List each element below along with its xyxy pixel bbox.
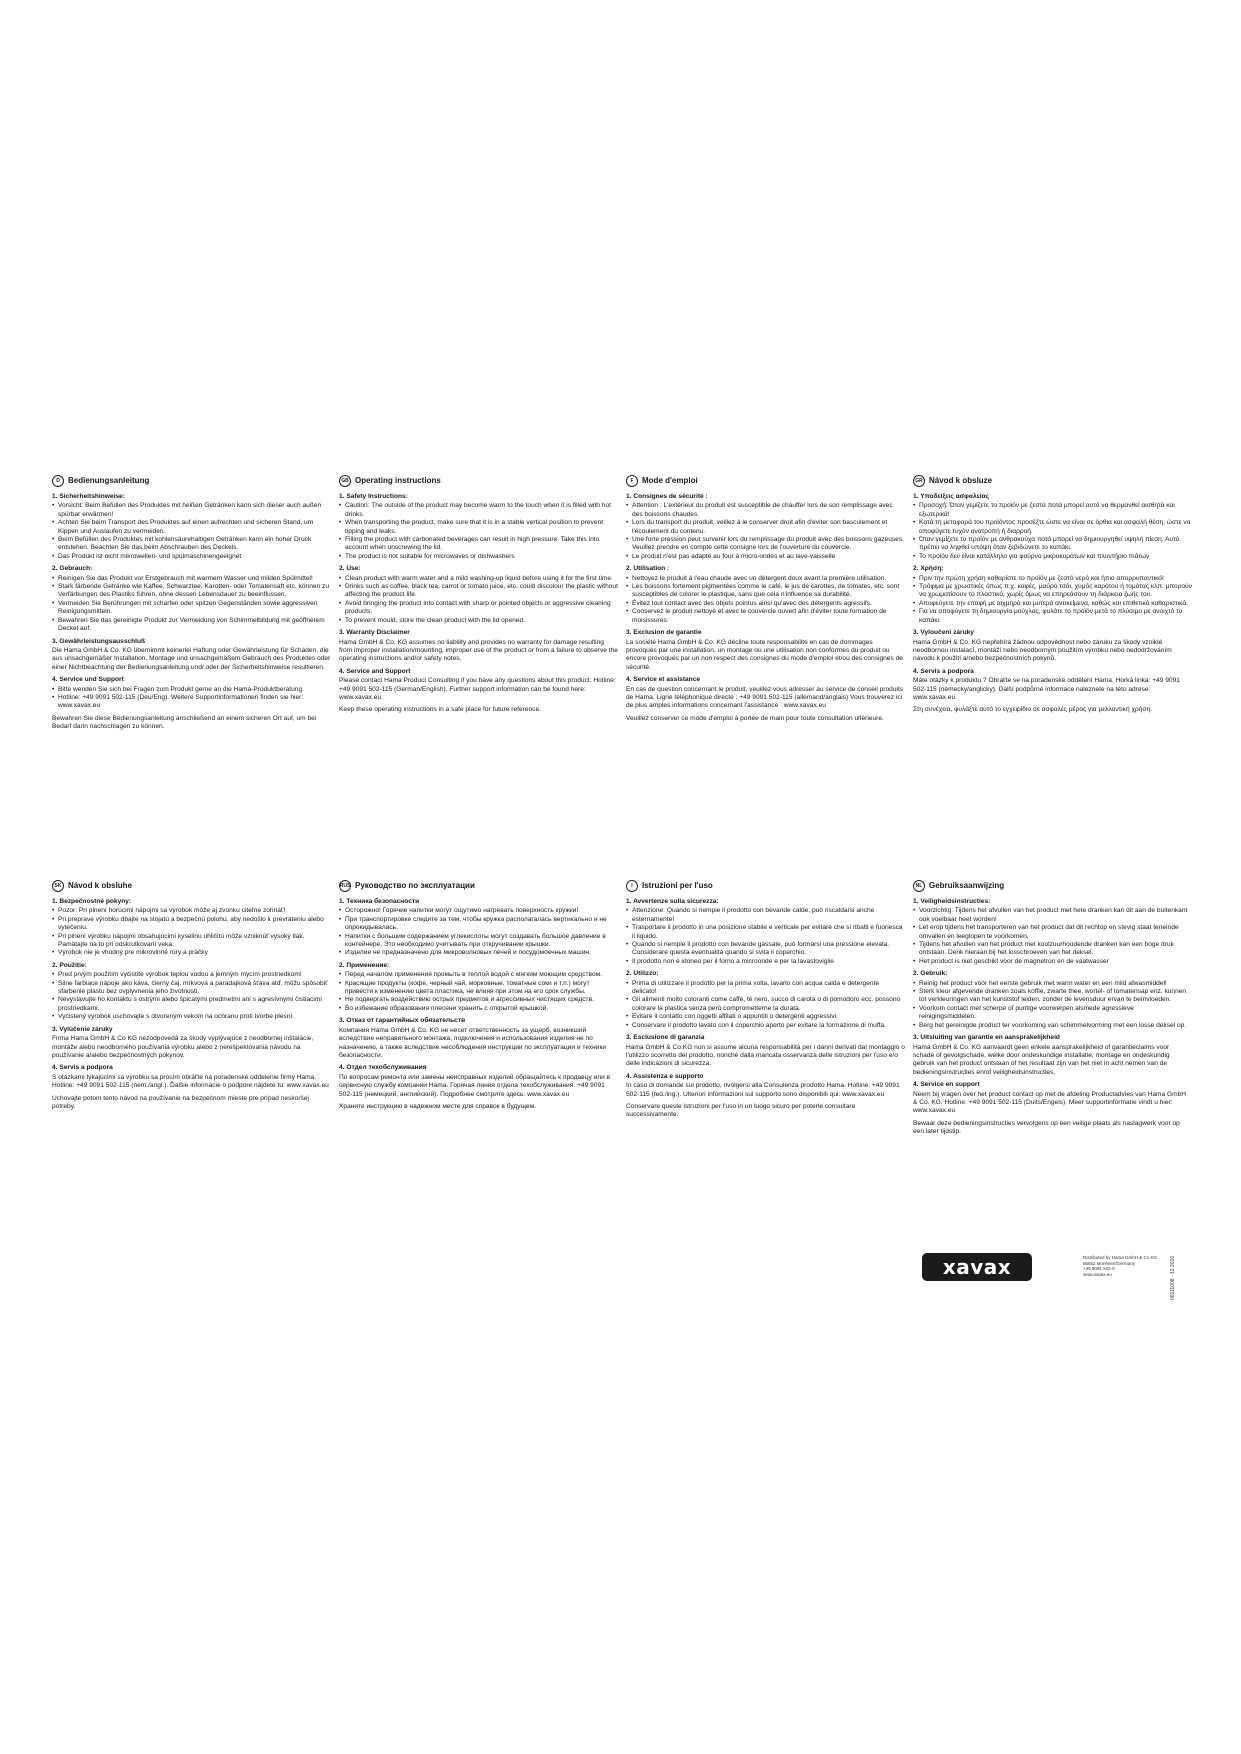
section-text: Máte otázky k produktu ? Obraťte se na poradenské oddělení Hama. Horká linka: +49 9091 502-115 (německy/anglicky). Další podpůrné informace naleznete na této adrese: www.xavax.eu — [913, 677, 1180, 701]
section-heading: 3. Warranty Disclaimer — [339, 629, 410, 637]
bullet-item: • Evitare il contatto con oggetti affilati o appuntiti o detergenti aggressivi. — [626, 1013, 905, 1021]
instruction-section — [52, 1026, 331, 1061]
bullet-item: • Напитки с большим содержанием углекислоты могут создавать большое давление в контейнере. Это необходимо учитывать при откручивании крышки. — [339, 933, 618, 950]
column-footer-note: Στη συνέχεια, φυλάξτε αυτό το εγχειρίδιο σε ασφαλές μέρος για μελλοντική χρήση. — [913, 706, 1152, 714]
column-footer-note: Uchovajte potom tento návod na používanie na bezpečnom mieste pre prípad neskoršej potreby. — [52, 1094, 309, 1110]
bullet-list — [626, 980, 905, 1030]
section-heading: 4. Service and Support — [339, 667, 411, 675]
bullet-item: • Clean product with warm water and a mild washing-up liquid before using it for the first time. — [339, 575, 618, 583]
bullet-item: • Filling the product with carbonated beverages can result in high pressure. Take this into account when unscrewing the lid. — [339, 536, 618, 553]
bullet-item: • Drinks such as coffee, black tea, carrot or tomato juice, etc. could discolour the plastic without affecting the product life. — [339, 583, 618, 600]
bullet-item: • Attenzione: Quando si riempie il prodotto con bevande calde, può riscaldarsi anche esternamente! — [626, 907, 905, 924]
language-flag-icon: NL — [913, 880, 925, 892]
section-text: Die Hama GmbH & Co. KG übernimmt keinerlei Haftung oder Gewährleistung für Schäden, die aus unsachgemäßer Installation, Montage und unsachgemäßem Gebrauch des Produktes oder einer Nichtbeachtung der Bedienungsanleitung und/ oder der Sicherheitshinweise resultieren. — [52, 646, 331, 671]
column-footer-note: Veuillez conserver ce mode d'emploi à portée de main pour toute consultation ultérieure. — [626, 714, 884, 722]
section-heading: 2. Χρήση: — [913, 565, 944, 573]
bullet-list — [913, 907, 1192, 966]
instruction-section — [626, 565, 905, 625]
bullet-item: • Achten Sie beim Transport des Produktes auf einen aufrechten und sicheren Stand, um Kippen und Auslaufen zu vermeiden. — [52, 519, 331, 536]
bullet-list — [339, 575, 618, 625]
bullet-item: • Nettoyez le produit à l'eau chaude avec un détergent doux avant la première utilisation. — [626, 575, 905, 583]
section-heading: 4. Service et assistance — [626, 676, 701, 684]
instruction-section — [626, 970, 905, 1030]
bullet-item: • Quando si riempie il prodotto con bevande gassate, può formarsi una pressione elevata. Considerare questa eventualità quando si svita il coperchio. — [626, 941, 905, 958]
section-text: La société Hama GmbH & Co. KG décline toute responsabilité en cas de dommages provoqués par une installation, un montage ou une utilisation non conformes du produit ou encore provoqués par un non respect des consignes du mode d'emploi et/ou des consignes de sécurité. — [626, 638, 903, 671]
bullet-list — [52, 502, 331, 561]
bullet-item: • Tijdens het afvullen van het product met koolzuurhoudende dranken kan een hoge druk ontstaan. Denk hieraan bij het losschroeven van het deksel. — [913, 941, 1192, 958]
bullet-item: • Lors du transport du produit, veillez à le conserver droit afin d'éviter son basculement et l'écoulement du contenu. — [626, 519, 905, 536]
bullet-item: • Gli alimenti molto coloranti come caffè, tè nero, succo di carota o di pomodoro ecc. possono colorare la plastica senza però comprometterne la durata. — [626, 996, 905, 1013]
column-footer-note: Bewaar deze bedieningsinstructies vervolgens op een veilige plaats als naslagwerk voor op een later tijdstip. — [913, 1119, 1180, 1136]
column-title: Návod k obsluze — [929, 475, 993, 485]
bullet-item: • Das Produkt ist nicht mikrowellen- und spülmaschinengeeignet — [52, 553, 331, 561]
bullet-item: • Caution: The outside of the product may become warm to the touch when it is filled with hot drinks. — [339, 502, 618, 519]
instruction-section — [913, 629, 1192, 664]
language-flag-icon: F — [626, 475, 638, 487]
bullet-item: • Pri preprave výrobku dbajte na stojatú a bezpečnú polohu, aby nedošlo k prevráteniu alebo vytečeniu. — [52, 916, 331, 933]
instruction-section — [339, 629, 618, 664]
section-heading: 2. Gebrauch: — [52, 565, 93, 573]
bullet-item: • Vyčistený výrobok uschovajte s otvoreným vekom na ochranu proti tvorbe plesní. — [52, 1013, 331, 1021]
instruction-section — [913, 898, 1192, 966]
bullet-item: • Nevystavujte ho kontaktu s ostrými alebo špicatými predmetmi ani s agresívnymi čistiacimi prostriedkami. — [52, 996, 331, 1013]
bullet-item: • Trasportare il prodotto in una posizione stabile e verticale per evitare che si ribalti e fuoriesca il liquido. — [626, 924, 905, 941]
column-title: Gebruiksaanwijzing — [929, 880, 1005, 890]
bullet-item: • Το προϊόν δεν είναι κατάλληλο για φούρνο μικροκυμάτων και πλυντήριο πιάτων — [913, 553, 1192, 561]
instruction-section — [626, 898, 905, 966]
instruction-section — [913, 1081, 1192, 1116]
bullet-item: • Reinigen Sie das Produkt vor Erstgebrauch mit warmem Wasser und milden Spülmittel! — [52, 575, 331, 583]
bullet-item: • Vorsicht: Beim Befüllen des Produktes mit heißen Getränken kann sich dieser auch außen spürbar erwärmen! — [52, 502, 331, 519]
section-heading: 4. Отдел техобслуживания — [339, 1064, 427, 1072]
instruction-section — [339, 493, 618, 561]
instruction-section — [339, 565, 618, 625]
section-heading: 1. Bezpečnostné pokyny: — [52, 898, 132, 905]
bullet-item: • Voorzichtig: Tijdens het afvullen van het product met hete dranken kan dit aan de buitenkant ook voelbaar heet worden! — [913, 907, 1192, 924]
language-column — [913, 880, 1200, 1140]
bullet-list — [626, 502, 905, 561]
section-text: Hama GmbH & Co. KG nepřebírá žádnou odpovědnost nebo záruku za škody vzniklé neodbornou instalací, montáží nebo neodborným použitím výrobku nebo nedodržováním návodu k použití a/nebo bezpečnostních pokynů. — [913, 638, 1172, 663]
bullet-item: • Pred prvým použitím vyčistite výrobok teplou vodou a jemným mycím prostriedkom! — [52, 971, 331, 979]
column-header — [626, 475, 905, 487]
instruction-section — [339, 1064, 618, 1099]
section-heading: 1. Sicherheitshinweise: — [52, 493, 125, 500]
instruction-section — [626, 1034, 905, 1069]
section-text: Hama GmbH & Co.KG non si assume alcuna responsabilità per i danni derivati dal montaggio o l'utilizzo scorretto del prodotto, nonchè dalla mancata osservanza delle istruzioni per l'uso e/o delle indicazioni di sicurezza. — [626, 1043, 905, 1068]
column-header — [52, 880, 331, 892]
language-flag-icon: RUS — [339, 880, 351, 892]
bullet-item: • Bitte wenden Sie sich bei Fragen zum Produkt gerne an die Hama-Produktberatung. — [52, 686, 331, 694]
section-heading: 1. Safety Instructions: — [339, 493, 408, 500]
section-heading: 3. Exclusion de garantie — [626, 629, 702, 637]
bullet-item: • Pri plnení výrobku nápojmi obsahujúcimi kyselinu uhličitú môže vzniknúť vysoký tlak. Pamätajte na to pri odskrutkovaní veka. — [52, 933, 331, 950]
bullet-item: • To prevent mould, store the clean product with the lid opened. — [339, 617, 618, 625]
bullet-item: • Conservez le produit nettoyé et avec le couvercle ouvert afin d'éviter toute formation de moisissures. — [626, 608, 905, 625]
column-footer-note: Храните инструкцию в надежном месте для справок в будущем. — [339, 1102, 536, 1110]
instruction-section — [52, 898, 331, 958]
bullet-item: • Évitez tout contact avec des objets pointus ainsi qu'avec des détergents agressifs. — [626, 600, 905, 608]
section-heading: 4. Assistenza e supporto — [626, 1072, 704, 1080]
bullet-item: • Не подвергать воздействию острых предметов и агрессивных чистящих средств. — [339, 996, 618, 1004]
section-heading: 3. Vyloučení záruky — [913, 629, 974, 637]
bullet-list — [52, 575, 331, 634]
xavax-logo: xavax — [922, 1253, 1032, 1281]
distributor-info — [1083, 1255, 1157, 1277]
bullet-item: • Hotline: +49 9091 502-115 (Deu/Eng). Weitere Supportinformationen finden sie hier: www.xavax.eu — [52, 694, 331, 711]
top-row — [52, 475, 1202, 735]
language-flag-icon: I — [626, 880, 638, 892]
language-column — [52, 475, 339, 735]
bullet-item: • Prima di utilizzare il prodotto per la prima volta, lavarlo con acqua calda e detergente delicato! — [626, 980, 905, 997]
language-flag-icon: SK — [52, 880, 64, 892]
column-title: Operating instructions — [355, 475, 441, 485]
bullet-item: • Во избежание образования плесени хранить с открытой крышкой. — [339, 1005, 618, 1013]
bullet-item: • Voorkom contact met scherpe of puntige voorwerpen alsmede agressieve reinigingsmiddelen. — [913, 1005, 1192, 1022]
instruction-section — [626, 676, 905, 711]
instruction-section — [52, 1064, 331, 1090]
bullet-item: • Перед началом применения промыть в теплой водой с мягким моющим средством. — [339, 971, 618, 979]
instruction-section — [913, 668, 1192, 703]
section-heading: 1. Veiligheidsinstructies: — [913, 898, 991, 905]
instruction-section — [913, 493, 1192, 561]
bullet-item: • Κατά τη μεταφορά του προϊόντος προσέξτε ώστε να είναι σε όρθια και ασφαλή θέση, ώστε να αποφύγετε τυχόν ανατροπή ή διαρροή. — [913, 519, 1192, 536]
section-heading: 1. Υποδείξεις ασφαλείας — [913, 493, 990, 500]
bottom-row — [52, 880, 1202, 1140]
section-heading: 4. Service en support — [913, 1081, 980, 1089]
bullet-item: • Beim Befüllen des Produktes mit kohlensäurehaltigen Getränken kann ein hoher Druck entstehen. Beachten Sie das beim Abschrauben des Deckels. — [52, 536, 331, 553]
bullet-item: • Berg het gereinigde product ter voorkoming van schimmelvorming met een losse deksel op. — [913, 1022, 1192, 1030]
bullet-list — [913, 575, 1192, 625]
section-heading: 4. Servis a podpora — [913, 667, 974, 675]
column-header — [339, 880, 618, 892]
section-heading: 2. Použitie: — [52, 961, 87, 969]
column-header — [52, 475, 331, 487]
section-heading: 2. Use: — [339, 565, 361, 573]
instruction-section — [626, 493, 905, 561]
bullet-list — [913, 980, 1192, 1030]
bullet-item: • The product is not suitable for microwaves or dishwashers — [339, 553, 618, 561]
column-header — [913, 880, 1192, 892]
language-column — [626, 475, 913, 735]
distributor-line: www.xavax.eu — [1083, 1271, 1112, 1277]
bullet-list — [626, 907, 905, 966]
instruction-section — [52, 565, 331, 633]
distributor-line: Distributed by Hama GmbH & Co KG — [1083, 1255, 1158, 1260]
bullet-list — [52, 907, 331, 957]
bullet-item: • Het product is niet geschikt voor de magnetron en de vaatwasser — [913, 958, 1192, 966]
instruction-section — [52, 962, 331, 1022]
section-text: In caso di domande sul prodotto, rivolgersi alla Consulenza prodotto Hama. Hotline: +49 9091 502-115 (ted./ing.). Ulteriori informazioni sul supporto sono disponibili qui: www.xavax.eu — [626, 1082, 900, 1098]
distributor-line: 86652 Monheim/Germany — [1083, 1260, 1136, 1266]
bullet-item: • Όταν γεμίζετε το προϊόν με ανθρακούχα ποτά μπορεί να δημιουργηθεί υψηλή πίεση. Αυτό πρέπει να ληφθεί υπόψη όταν ξεβιδώνετε το καπάκι. — [913, 536, 1192, 553]
distributor-line: +49 9091 502-0 — [1083, 1266, 1115, 1272]
bullet-list — [913, 502, 1192, 561]
section-text: Компания Hama GmbH & Co. KG не несет ответственность за ущерб, возникший вследствие неправильного монтажа, подключения и использования изделия не по назначению, а также вследствие несоблюдения инструкции по эксплуатации и техники безопасности. — [339, 1026, 607, 1059]
column-title: Istruzioni per l'uso — [642, 880, 713, 890]
section-heading: 1. Consignes de sécurité : — [626, 493, 708, 500]
bullet-item: • Let erop tijdens het transporteren van het product dat dit rechtop en stevig staat teneinde omvallen en leeglopen te voorkomen. — [913, 924, 1192, 941]
bullet-item: • Výrobok nie je vhodný pre mikrovlnné rúry a práčky — [52, 949, 331, 957]
section-heading: 1. Техника безопасности — [339, 898, 420, 905]
bullet-item: • Τρόφιμα με χρωστικές όπως π.χ. καφές, μαύρο τσάι, χυμός καρότου ή τομάτας κλπ. μπορούν να χρωματίσουν το πλαστικό, χωρίς όμως να επηρεάσουν τη διάρκεια ζωής του. — [913, 583, 1192, 600]
column-title: Mode d'emploi — [642, 475, 698, 485]
bullet-list — [339, 907, 618, 957]
language-flag-icon: GR — [913, 475, 925, 487]
language-column — [913, 475, 1200, 735]
bullet-item: • Pozor: Pri plnení horúcimi nápojmi sa výrobok môže aj zvonku citeľne zohriať! — [52, 907, 331, 915]
bullet-item: • Bewahren Sie das gereinigte Produkt zur Vermeidung von Schimmelbildung mit geöffnetem Deckel auf. — [52, 617, 331, 634]
section-heading: 2. Utilizzo: — [626, 970, 659, 978]
section-text: Firma Hama GmbH & Co KG nezodpovedá za škody vyplývajúce z neodbornej inštalácie, montáže alebo neodborného používania výrobku alebo z nerešpektovania návodu na používanie a/alebo bezpečnostných pokynov. — [52, 1035, 314, 1059]
column-header — [626, 880, 905, 892]
section-heading: 4. Servis a podpora — [52, 1064, 113, 1072]
bullet-item: • Για να αποφύγετε τη δημιουργία μούχλας, φυλάτε το προϊόν μετά το πλύσιμο με ανοιχτό το καπάκι. — [913, 608, 1192, 625]
column-footer-note: Bewahren Sie diese Bedienungsanleitung anschließend an einem sicheren Ort auf, um bei Bedarf darin nachschlagen zu können. — [52, 714, 317, 731]
instruction-section — [913, 565, 1192, 625]
instruction-section — [626, 629, 905, 672]
bullet-item: • Conservare il prodotto lavato con il coperchio aperto per evitare la formazione di muffa. — [626, 1022, 905, 1030]
section-text: S otázkami týkajúcimi sa výrobku sa prosím obráťte na poradenské oddelenie firmy Hama. Hotline: +49 9091 502-115 (nem./angl.). Ďalšie informácie o podpore nájdete tu: www.xavax.eu — [52, 1073, 329, 1090]
section-heading: 4. Service und Support — [52, 676, 124, 684]
section-text: Please contact Hama Product Consulting if you have any questions about this product. Hotline: +49 9091 502-115 (German/English). Further support information can be found here: www.xavax.eu — [339, 677, 616, 701]
instruction-section — [913, 970, 1192, 1030]
bullet-item: • Silne farbiace nápoje ako káva, čierny čaj, mrkvová a paradajková šťava atď. môžu spôsobiť sfarbenie plastu bez ovplyvnenia jeho životnosti. — [52, 980, 331, 997]
bullet-list — [626, 575, 905, 625]
language-column — [339, 475, 626, 735]
language-column — [339, 880, 626, 1140]
language-column — [52, 880, 339, 1140]
bullet-item: • Stark färbende Getränke wie Kaffee, Schwarztee, Karotten- oder Tomatensaft etc. können zu Verfärbungen des Plastiks führen, ohne dessen Lebensdauer zu beeinflussen. — [52, 583, 331, 600]
bullet-item: • Красящие продукты (кофе, черный чай, морковные, томатные соки и т.п.) могут привести к изменению цвета пластика, не влияя при этом на его срок службы. — [339, 980, 618, 997]
section-heading: 2. Применение: — [339, 961, 390, 969]
instruction-section — [339, 668, 618, 703]
bullet-item: • Sterk kleur afgevende dranken zoals koffie, zwarte thee, wortel- of tomatensap enz. kunnen tot verkleuringen van het kunststof leiden, zonder de levensduur ervan te beïnvloeden. — [913, 988, 1192, 1005]
bullet-item: • Αποφεύγετε την επαφή με αιχμηρά και μυτερά αντικείμενα, καθώς και επιθετικά καθαριστικά. — [913, 600, 1192, 608]
instruction-section — [339, 898, 618, 958]
bullet-item: • Le produit n'est pas adapté au four à micro-ondes et au lave-vaisselle — [626, 553, 905, 561]
language-flag-icon: D — [52, 475, 64, 487]
document-code: 00111008 - 12.2016 — [1170, 1255, 1176, 1300]
bullet-item: • Осторожно! Горячие напитки могут ощутимо нагревать поверхность кружки! — [339, 907, 618, 915]
bullet-item: • Une forte pression peut survenir lors du remplissage du produit avec des boissons gazeuses. Veuillez prendre en compte cette consigne lors de l'ouverture du couvercle. — [626, 536, 905, 553]
bullet-item: • Προσοχή: Όταν γεμίζετε το προϊόν με ζεστά ποτά μπορεί αυτό να θερμανθεί αισθητά και εξωτερικά! — [913, 502, 1192, 519]
column-header — [339, 475, 618, 487]
bullet-item: • Il prodotto non è idoneo per il forno a microonde e per la lavastoviglie — [626, 958, 905, 966]
column-title: Руководство по эксплуатации — [355, 880, 475, 890]
instruction-section — [52, 638, 331, 673]
column-footer-note: Keep these operating instructions in a safe place for future reference. — [339, 706, 541, 714]
bullet-item: • When transporting the product, make sure that it is in a stable vertical position to prevent tipping and leaks. — [339, 519, 618, 536]
bullet-item: • Vermeiden Sie Berührungen mit scharfen oder spitzen Gegenständen sowie aggressiven Reinigungsmitteln. — [52, 600, 331, 617]
column-header — [913, 475, 1192, 487]
bullet-item: • Les boissons fortement pigmentées comme le café, le jus de carottes, de tomates, etc. sont susceptibles de colorer le plastique, sans que cela n'influence sa durabilité. — [626, 583, 905, 600]
section-heading: 3. Gewährleistungsausschluß — [52, 637, 146, 645]
instruction-section — [52, 676, 331, 711]
language-column — [626, 880, 913, 1140]
instruction-section — [626, 1073, 905, 1099]
bullet-list — [339, 971, 618, 1013]
section-text: En cas de question concernant le produit, veuillez vous adresser au service de conseil produits de Hama. Ligne téléphonique directe : +49 9091 502-115 (allemand/anglais) Vous trouverez ici de plus amples informations concernant l'assistance : www.xavax.eu — [626, 685, 904, 710]
section-heading: 3. Uitsluiting van garantie en aansprakelijkheid — [913, 1034, 1060, 1042]
section-heading: 3. Vylúčenie záruky — [52, 1025, 113, 1033]
bullet-list — [52, 686, 331, 711]
instruction-section — [913, 1034, 1192, 1077]
section-heading: 2. Gebruik: — [913, 970, 948, 978]
section-text: Neem bij vragen over het product contact op met de afdeling Productadvies van Hama GmbH & Co. KG. Hotline: +49 9091 502-115 (Duits/Engels). Meer supportinformatie vindt u hier: www.xavax.eu — [913, 1090, 1187, 1115]
section-heading: 3. Esclusione di garanzia — [626, 1034, 705, 1042]
section-heading: 2. Utilisation : — [626, 565, 670, 573]
instruction-section — [52, 493, 331, 561]
bullet-item: • Avoid bringing the product into contact with sharp or pointed objects or aggressive cleaning products. — [339, 600, 618, 617]
bullet-item: • Reinig het product vóór het eerste gebruik met warm water en een mild afwasmiddel! — [913, 980, 1192, 988]
section-heading: 3. Отказ от гарантийных обязательств — [339, 1017, 466, 1025]
column-title: Návod k obsluhe — [68, 880, 133, 890]
section-text: Hama GmbH & Co. KG assumes no liability and provides no warranty for damage resulting from improper installation/mounting, improper use of the product or from a failure to observe the operating instructions and/or safety notes. — [339, 638, 618, 663]
section-heading: 1. Avvertenze sulla sicurezza: — [626, 898, 719, 905]
language-flag-icon: GB — [339, 475, 351, 487]
bullet-item: • Πριν την πρώτη χρήση καθαρίστε το προϊόν με ζεστό νερό και ήπιο απορρυπαντικό! — [913, 575, 1192, 583]
column-footer-note: Conservare queste istruzioni per l'uso in un luogo sicuro per poterle consultare successivamente. — [626, 1102, 856, 1119]
instruction-section — [339, 1017, 618, 1060]
bullet-item: • При транспортировке следите за тем, чтобы кружка располагалась вертикально и не опрокидывалась. — [339, 916, 618, 933]
section-text: Hama GmbH & Co. KG aanvaardt geen enkele aansprakelijkheid of garantieclaims voor schade of gevolgschade, welke door ondeskundige installatie, montage en ondeskundig gebruik van het product ontstaan of het resultaat zijn van het niet in acht nemen van de bedieningsinstructies en/of veiligheidsinstructies. — [913, 1043, 1170, 1076]
bullet-item: • Изделие не предназначено для микроволновых печей и посудомоечных машин. — [339, 949, 618, 957]
instruction-section — [339, 962, 618, 1013]
bullet-list — [339, 502, 618, 561]
bullet-list — [52, 971, 331, 1021]
section-text: По вопросам ремонта или замены неисправных изделий обращайтесь к продавцу или в сервисную службу компании Hama. Горячая линия отдела техобслуживания: +49 9091 502-115 (немецкий, английский). Подробнее смотрите здесь: www.xavax.eu — [339, 1073, 611, 1098]
column-title: Bedienungsanleitung — [68, 475, 150, 485]
bullet-item: • Attention : L'extérieur du produit est susceptible de chauffer lors de son remplissage avec des boissons chaudes. — [626, 502, 905, 519]
